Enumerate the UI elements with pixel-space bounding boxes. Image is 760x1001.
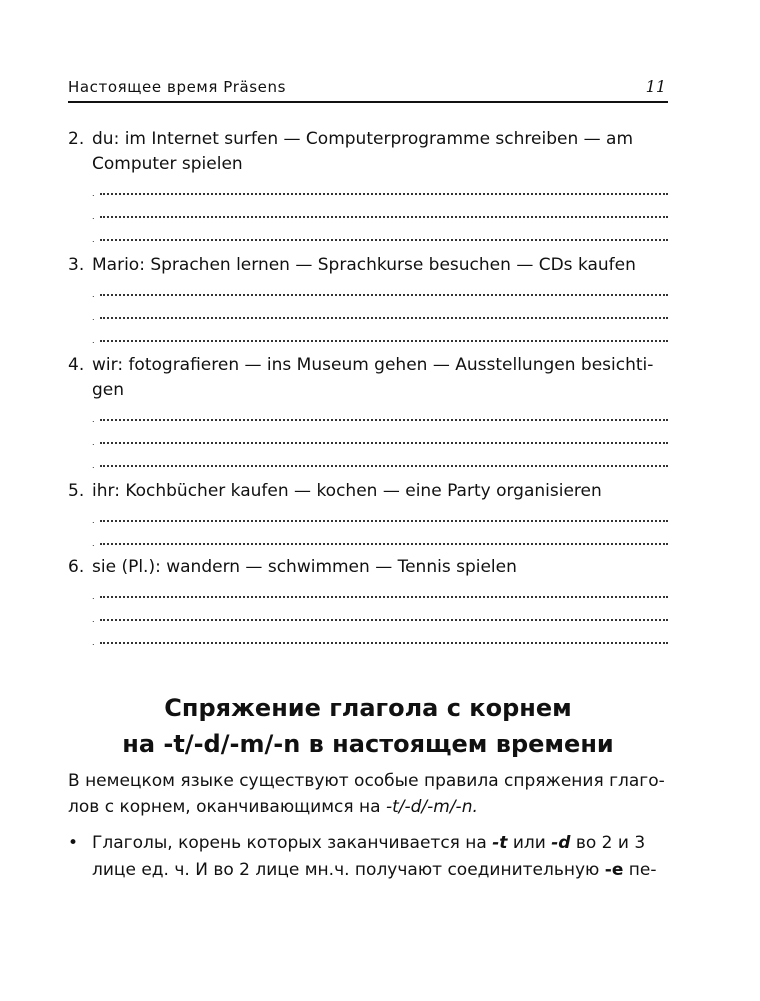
answer-line[interactable]: . <box>92 604 668 627</box>
bullet-text: лице ед. ч. И во 2 лице мн.ч. получают соединительную <box>92 860 605 880</box>
exercise-number: 5. <box>68 481 85 501</box>
bullet-text: пе- <box>623 860 657 880</box>
exercise-item <box>68 127 668 247</box>
exercise-text-line: sie (Pl.): wandern — schwimmen — Tennis spielen <box>92 557 517 577</box>
answer-line[interactable]: . <box>92 302 668 325</box>
exercise-prompt <box>68 555 668 580</box>
section-heading <box>68 690 668 762</box>
answer-line[interactable]: . <box>92 627 668 650</box>
exercise-item <box>68 479 668 551</box>
answer-line[interactable]: . <box>92 178 668 201</box>
answer-line[interactable]: . <box>92 224 668 247</box>
bullet-ending-t: -t <box>492 833 508 853</box>
exercise-prompt <box>68 253 668 278</box>
exercise-prompt <box>68 127 668 177</box>
exercise-text-line: Computer spielen <box>92 154 243 174</box>
exercise-item <box>68 555 668 650</box>
exercise-number: 4. <box>68 355 85 375</box>
exercise-number: 6. <box>68 557 85 577</box>
exercise-number: 3. <box>68 255 85 275</box>
bullet-text: Глаголы, корень которых заканчивается на <box>92 833 493 853</box>
bullet-ending-d: -d <box>551 833 571 853</box>
bullet-item <box>68 830 668 884</box>
exercise-text-line: gen <box>92 380 125 400</box>
running-header <box>68 73 668 103</box>
answer-lines <box>68 279 668 348</box>
exercise-text-line: du: im Internet surfen — Computerprogramme schreiben — am <box>92 129 634 149</box>
bullet-text: во 2 и 3 <box>570 833 646 853</box>
exercise-text-line: wir: fotografieren — ins Museum gehen — Ausstellungen besichti- <box>92 355 654 375</box>
answer-lines <box>68 581 668 650</box>
answer-line[interactable]: . <box>92 450 668 473</box>
exercise-prompt <box>68 479 668 504</box>
intro-line <box>68 794 668 820</box>
section-heading-line: Спряжение глагола с корнем <box>164 694 572 722</box>
answer-lines <box>68 505 668 551</box>
bullet-line <box>92 830 668 857</box>
exercise-item <box>68 353 668 473</box>
answer-line[interactable]: . <box>92 427 668 450</box>
answer-line[interactable]: . <box>92 581 668 604</box>
page-number: 11 <box>645 77 666 96</box>
intro-paragraph <box>68 768 668 820</box>
answer-line[interactable]: . <box>92 279 668 302</box>
exercise-text-line: ihr: Kochbücher kaufen — kochen — eine Party organisieren <box>92 481 602 501</box>
answer-line[interactable]: . <box>92 325 668 348</box>
intro-endings: -t/-d/-m/-n. <box>385 797 478 817</box>
answer-lines <box>68 178 668 247</box>
answer-line[interactable]: . <box>92 201 668 224</box>
intro-line: В немецком языке существуют особые правила спряжения глаго- <box>68 771 665 791</box>
section-heading-line: на -t/-d/-m/-n в настоящем времени <box>122 730 614 758</box>
bullet-text: или <box>507 833 552 853</box>
answer-line[interactable]: . <box>92 404 668 427</box>
bullet-line <box>92 857 668 884</box>
running-header-title: Настоящее время Präsens <box>68 78 287 96</box>
answer-line[interactable]: . <box>92 528 668 551</box>
header-rule <box>68 101 668 103</box>
exercise-text-line: Mario: Sprachen lernen — Sprachkurse besuchen — CDs kaufen <box>92 255 636 275</box>
answer-line[interactable]: . <box>92 505 668 528</box>
exercise-number: 2. <box>68 129 85 149</box>
intro-text: лов с корнем, оканчивающимся на <box>68 797 386 817</box>
answer-lines <box>68 404 668 473</box>
bullet-icon: • <box>68 833 79 853</box>
exercise-item <box>68 253 668 348</box>
exercise-prompt <box>68 353 668 403</box>
bullet-ending-e: -e <box>604 860 624 880</box>
